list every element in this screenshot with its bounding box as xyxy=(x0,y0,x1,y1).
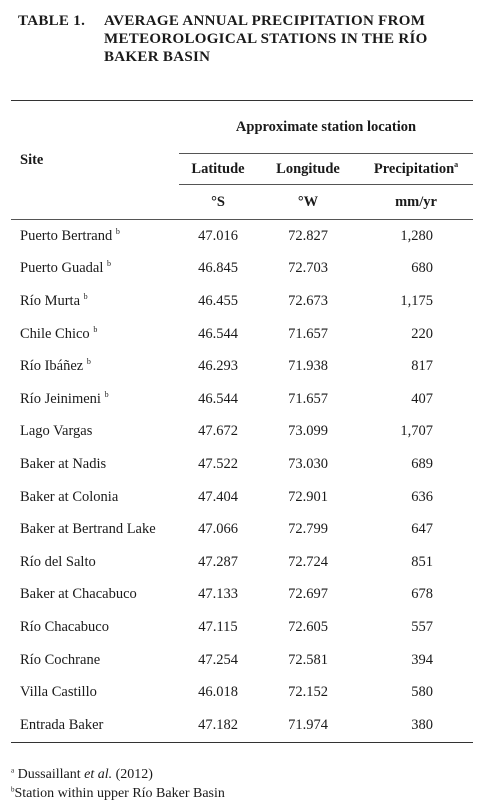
table-row xyxy=(11,546,473,579)
site-name: Entrada Baker xyxy=(20,716,104,733)
table-row xyxy=(11,579,473,612)
precipitation-cell: 851 xyxy=(411,553,433,570)
longitude-cell: 73.099 xyxy=(288,423,328,440)
site-footnote-mark: b xyxy=(86,357,91,367)
site-footnote-mark: b xyxy=(106,259,111,269)
site-cell xyxy=(11,546,179,579)
longitude-cell: 72.703 xyxy=(288,260,328,277)
site-cell xyxy=(11,644,179,677)
location-group-header: Approximate station location xyxy=(179,101,473,154)
longitude-cell: 72.799 xyxy=(288,521,328,538)
table-row xyxy=(11,416,473,449)
site-name: Villa Castillo xyxy=(20,684,97,701)
precipitation-footnote-mark: a xyxy=(454,159,459,169)
precipitation-cell: 394 xyxy=(411,651,433,668)
latitude-cell: 47.287 xyxy=(198,553,238,570)
longitude-cell: 72.581 xyxy=(288,651,328,668)
latitude-cell: 47.522 xyxy=(198,455,238,472)
precipitation-unit: mm/yr xyxy=(359,185,473,220)
table-row xyxy=(11,611,473,644)
footnote-a xyxy=(11,765,225,784)
site-cell xyxy=(11,709,179,742)
site-cell xyxy=(11,481,179,514)
longitude-cell: 72.152 xyxy=(288,684,328,701)
latitude-cell: 46.544 xyxy=(198,325,238,342)
precipitation-cell: 220 xyxy=(411,325,433,342)
table-row xyxy=(11,350,473,383)
table-row xyxy=(11,253,473,286)
latitude-cell: 47.182 xyxy=(198,716,238,733)
site-name: Baker at Nadis xyxy=(20,455,107,472)
longitude-header: Longitude xyxy=(257,154,359,185)
longitude-cell: 72.697 xyxy=(288,586,328,603)
site-cell xyxy=(11,350,179,383)
precipitation-cell: 689 xyxy=(411,455,433,472)
site-name: Río Jeinimeni xyxy=(20,390,101,407)
latitude-cell: 46.455 xyxy=(198,292,238,309)
site-cell xyxy=(11,448,179,481)
longitude-cell: 73.030 xyxy=(288,455,328,472)
site-cell xyxy=(11,383,179,416)
table-row xyxy=(11,709,473,742)
precipitation-table xyxy=(11,100,473,743)
latitude-cell: 47.404 xyxy=(198,488,238,505)
site-name: Puerto Guadal xyxy=(20,260,104,277)
table-row xyxy=(11,676,473,709)
latitude-cell: 46.293 xyxy=(198,358,238,375)
site-name: Chile Chico xyxy=(20,325,90,342)
site-cell xyxy=(11,220,179,253)
site-name: Baker at Colonia xyxy=(20,488,119,505)
latitude-cell: 46.018 xyxy=(198,684,238,701)
longitude-cell: 72.827 xyxy=(288,227,328,244)
site-footnote-mark: b xyxy=(93,324,98,334)
longitude-cell: 71.938 xyxy=(288,358,328,375)
precipitation-cell: 580 xyxy=(411,684,433,701)
site-name: Baker at Chacabuco xyxy=(20,586,137,603)
latitude-header: Latitude xyxy=(179,154,257,185)
latitude-cell: 46.845 xyxy=(198,260,238,277)
precipitation-cell: 1,280 xyxy=(400,227,433,244)
site-cell xyxy=(11,318,179,351)
site-cell xyxy=(11,416,179,449)
latitude-cell: 46.544 xyxy=(198,390,238,407)
footnote-b-text: Station within upper Río Baker Basin xyxy=(14,786,225,801)
latitude-cell: 47.016 xyxy=(198,227,238,244)
footnote-a-year: (2012) xyxy=(115,767,153,782)
precipitation-cell: 1,175 xyxy=(400,292,433,309)
footnote-b-mark: b xyxy=(11,785,15,794)
site-footnote-mark: b xyxy=(83,292,88,302)
precipitation-cell: 636 xyxy=(411,488,433,505)
precipitation-cell: 380 xyxy=(411,716,433,733)
site-name: Baker at Bertrand Lake xyxy=(20,521,156,538)
footnote-a-mark: a xyxy=(11,766,15,775)
longitude-cell: 72.673 xyxy=(288,292,328,309)
site-cell xyxy=(11,676,179,709)
table-row xyxy=(11,644,473,677)
site-name: Río del Salto xyxy=(20,553,96,570)
site-footnote-mark: b xyxy=(104,389,109,399)
latitude-cell: 47.254 xyxy=(198,651,238,668)
precipitation-cell: 407 xyxy=(411,390,433,407)
site-header: Site xyxy=(11,101,179,220)
site-footnote-mark: b xyxy=(115,226,120,236)
table-row xyxy=(11,481,473,514)
site-cell xyxy=(11,513,179,546)
site-name: Lago Vargas xyxy=(20,423,93,440)
longitude-unit: °W xyxy=(257,185,359,220)
precipitation-cell: 1,707 xyxy=(400,423,433,440)
latitude-cell: 47.133 xyxy=(198,586,238,603)
precipitation-cell: 678 xyxy=(411,586,433,603)
table-caption xyxy=(18,12,480,65)
precipitation-header xyxy=(359,154,473,185)
table-row xyxy=(11,513,473,546)
table-number: TABLE 1. xyxy=(18,13,86,29)
table-row xyxy=(11,383,473,416)
precipitation-header-label: Precipitation xyxy=(373,160,455,177)
latitude-cell: 47.115 xyxy=(198,618,238,635)
longitude-cell: 71.657 xyxy=(288,325,328,342)
site-name: Río Murta xyxy=(20,292,81,309)
longitude-cell: 71.657 xyxy=(288,390,328,407)
site-name: Puerto Bertrand xyxy=(20,227,113,244)
latitude-cell: 47.672 xyxy=(198,423,238,440)
site-name: Río Ibáñez xyxy=(20,358,84,375)
table-title: AVERAGE ANNUAL PRECIPITATION FROM METEOROLOGICAL STATIONS IN THE RÍO BAKER BASIN xyxy=(104,13,428,65)
longitude-cell: 72.605 xyxy=(288,618,328,635)
table-row xyxy=(11,220,473,253)
footnotes xyxy=(11,765,225,803)
footnote-b xyxy=(11,784,225,803)
latitude-unit: °S xyxy=(179,185,257,220)
table-row xyxy=(11,448,473,481)
site-cell xyxy=(11,611,179,644)
site-name: Río Chacabuco xyxy=(20,618,109,635)
precipitation-cell: 557 xyxy=(411,618,433,635)
footnote-a-author: Dussaillant xyxy=(17,767,81,782)
site-cell xyxy=(11,253,179,286)
latitude-cell: 47.066 xyxy=(198,521,238,538)
longitude-cell: 72.901 xyxy=(288,488,328,505)
precipitation-cell: 647 xyxy=(411,521,433,538)
table-row xyxy=(11,285,473,318)
site-cell xyxy=(11,579,179,612)
precipitation-cell: 817 xyxy=(411,358,433,375)
longitude-cell: 71.974 xyxy=(288,716,328,733)
footnote-a-etal: et al. xyxy=(84,767,113,782)
precipitation-cell: 680 xyxy=(411,260,433,277)
site-cell xyxy=(11,285,179,318)
site-name: Río Cochrane xyxy=(20,651,101,668)
table-row xyxy=(11,318,473,351)
longitude-cell: 72.724 xyxy=(288,553,328,570)
